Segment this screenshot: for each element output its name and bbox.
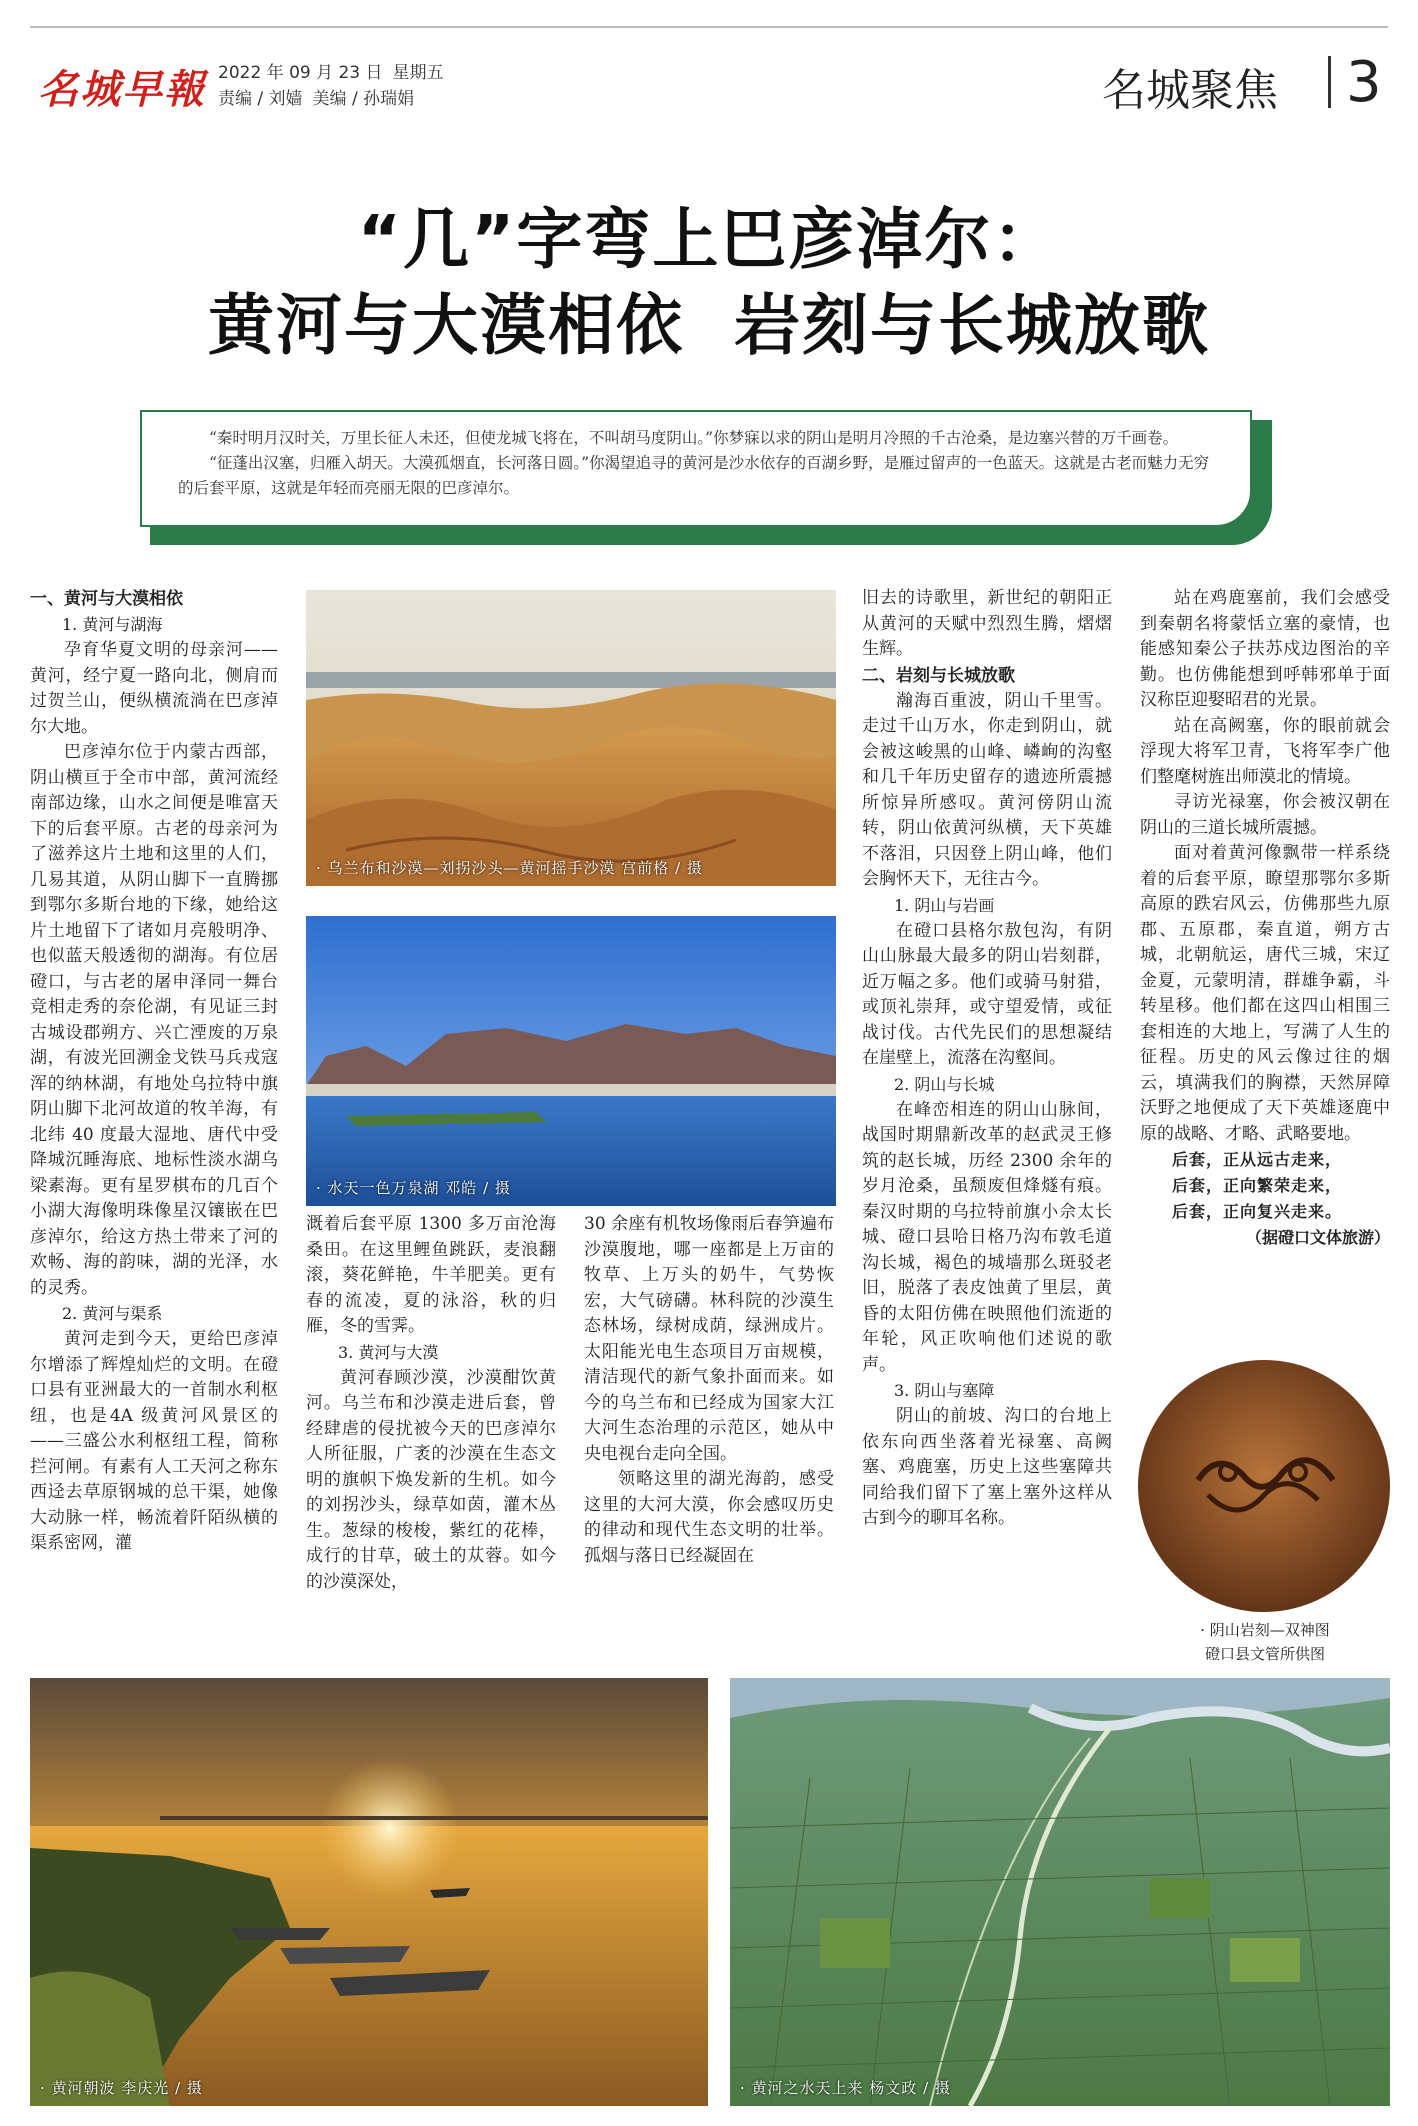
- section-heading: 二、岩刻与长城放歌: [862, 665, 1015, 686]
- verse-line: 后套，正向复兴走来。: [1172, 1202, 1343, 1221]
- editor-credit: 责编 / 刘嫱: [218, 89, 303, 109]
- top-rule: [30, 26, 1388, 28]
- article-column-4: [862, 586, 1112, 1532]
- desert-image: [306, 590, 836, 886]
- lead-box: [140, 410, 1272, 545]
- desert-photo: [306, 590, 836, 886]
- caption-line: 磴口县文管所供图: [1204, 1645, 1325, 1663]
- page-number: 3: [1346, 50, 1382, 115]
- rock-carving-caption: [1140, 1618, 1390, 1666]
- subheading: 2. 黄河与渠系: [62, 1304, 163, 1323]
- article-source-credit: （据磴口文体旅游）: [1245, 1228, 1390, 1247]
- subheading: 3. 黄河与大漠: [338, 1342, 439, 1362]
- sunset-photo: [30, 1678, 708, 2106]
- verse-line: 后套，正向繁荣走来，: [1172, 1176, 1343, 1195]
- article-column-3: [584, 1212, 834, 1569]
- article-column-5: [1140, 586, 1390, 1251]
- subheading: 3. 阴山与塞障: [894, 1381, 995, 1400]
- headline-line-1: “几”字弯上巴彦淖尔：: [357, 201, 1061, 278]
- designer-credit: 美编 / 孙瑞娟: [312, 89, 415, 109]
- photo-caption: · 乌兰布和沙漠—刘拐沙头—黄河摇手沙漠 宫前格 / 摄: [316, 859, 703, 877]
- rock-carving-photo: [1138, 1360, 1390, 1612]
- body-paragraph: 站在高阙塞，你的眼前就会浮现大将军卫青，飞将军李广他们整麾树旌出师漠北的情境。: [1140, 715, 1390, 787]
- body-paragraph: 巴彦淖尔位于内蒙古西部，阴山横亘于全市中部，黄河流经南部边缘，山水之间便是唯富天下的后套平原。古老的母亲河为了滋养这片土地和这里的人们，几易其道，从阴山脚下一直腾挪到鄂尔多斯台地的下缘，她给这片土地留下了诸如月亮般明净、也似蓝天般透彻的湖海。有位居磴口，与古老的屠申泽同一舞台竞相走秀的奈伦湖，有见证三封古城设郡朔方、兴亡湮废的万泉湖，有波光回溯金戈铁马兵戎寇浑的纳林湖，有地处乌拉特中旗阴山脚下北河故道的牧羊海，有北纬 40 度最大湿地、唐代中受降城沉睡海底、地标性淡水湖乌梁素海。更有星罗棋布的几百个小湖大海像明珠像星汉镶嵌在巴彦淖尔，给这方热土带来了河的欢畅、海的韵味，湖的光泽，水的灵秀。: [30, 742, 278, 1298]
- subheading: 1. 阴山与岩画: [894, 895, 995, 915]
- lead-paragraph: “秦时明月汉时关，万里长征人未还，但使龙城飞将在，不叫胡马度阴山。”你梦寐以求的阴山是明月冷照的千古沧桑，是边塞兴替的万千画卷。: [209, 429, 1179, 447]
- aerial-image: [730, 1678, 1390, 2106]
- body-paragraph: 面对着黄河像飘带一样系绕着的后套平原，瞭望那鄂尔多斯高原的跌宕风云，仿佛那些九原郡、五原郡，秦直道，朔方古城，北朝航运，唐代三城，宋辽金夏，元蒙明清，群雄争霸，斗转星移。他们都在这四山相围三套相连的大地上，写满了人生的征程。历史的风云像过往的烟云，填满我们的胸襟，天然屏障沃野之地便成了天下英雄逐鹿中原的战略、才略、武略要地。: [1140, 843, 1390, 1144]
- body-paragraph: 寻访光禄塞，你会被汉朝在阴山的三道长城所震撼。: [1140, 792, 1390, 838]
- body-paragraph: 领略这里的湖光海韵，感受这里的大河大漠，你会感叹历史的律动和现代生态文明的壮举。孤烟与落日已经凝固在: [584, 1469, 834, 1566]
- photo-caption: · 水天一色万泉湖 邓皓 / 摄: [316, 1179, 511, 1197]
- sunset-image: [30, 1678, 708, 2106]
- body-paragraph: 阴山的前坡、沟口的台地上依东向西坐落着光禄塞、高阙塞、鸡鹿塞，历史上这些塞障共同给我们留下了塞上塞外这样从古到今的聊耳名称。: [862, 1406, 1112, 1528]
- lead-paragraph: “征蓬出汉塞，归雁入胡天。大漠孤烟直，长河落日圆。”你渴望追寻的黄河是沙水依存的百湖乡野，是雁过留声的一色蓝天。这就是古老而魅力无穷的后套平原，这就是年轻而亮丽无限的巴彦淖尔。: [178, 454, 1210, 497]
- body-paragraph: 30 余座有机牧场像雨后春笋遍布沙漠腹地，哪一座都是上万亩的牧草、上万头的奶牛，气势恢宏，大气磅礴。林科院的沙漠生态林场，绿树成荫，绿洲成片。太阳能光电生态项目万亩规模，清洁现代的新气象扑面而来。如今的乌兰布和已经成为国家大江大河生态治理的示范区，她从中央电视台走向全国。: [584, 1214, 834, 1464]
- subheading: 1. 黄河与湖海: [62, 615, 163, 634]
- subheading: 2. 阴山与长城: [894, 1074, 995, 1094]
- issue-meta: [218, 60, 454, 112]
- caption-line: · 阴山岩刻—双神图: [1200, 1621, 1330, 1639]
- page-divider: [1328, 56, 1331, 108]
- body-paragraph: 旧去的诗歌里，新世纪的朝阳正从黄河的天赋中烈烈生腾，熠熠生辉。: [862, 588, 1112, 659]
- body-paragraph: 瀚海百重波，阴山千里雪。走过千山万水，你走到阴山，就会被这峻黑的山峰、嶙峋的沟壑和几千年历史留存的遗迹所震撼所惊异所感叹。黄河傍阴山流转，阴山依黄河纵横，天下英雄不落泪，只因登上阴山峰，他们会胸怀天下，无往古今。: [862, 690, 1112, 889]
- body-paragraph: 黄河春顾沙漠，沙漠酣饮黄河。乌兰布和沙漠走进后套，曾经肆虐的侵扰被今天的巴彦淖尔人所征服，广袤的沙漠在生态文明的旗帜下焕发新的生机。如今的刘拐沙头，绿草如茵，灌木丛生。葱绿的梭梭，紫红的花棒，成行的甘草，破土的苁蓉。如今的沙漠深处，: [306, 1367, 556, 1592]
- article-column-1: [30, 586, 278, 1557]
- section-heading: 一、黄河与大漠相依: [30, 589, 183, 609]
- photo-caption: · 黄河之水天上来 杨文政 / 摄: [740, 2079, 951, 2097]
- lake-photo: [306, 916, 836, 1206]
- body-paragraph: 孕育华夏文明的母亲河——黄河，经宁夏一路向北，侧肩而过贺兰山，便纵横流淌在巴彦淖尔大地。: [30, 640, 278, 737]
- article-column-2: [306, 1212, 556, 1595]
- section-title: 名城聚焦: [1102, 65, 1278, 116]
- newspaper-logo: 名城早報: [38, 66, 206, 113]
- body-paragraph: 黄河走到今天，更给巴彦淖尔增添了辉煌灿烂的文明。在磴口县有亚洲最大的一首制水利枢纽，也是4A 级黄河风景区的——三盛公水利枢纽工程，简称拦河闸。有素有人工天河之称东西迳去草原钢城的总干渠，她像大动脉一样，畅流着阡陌纵横的渠系密网，灌: [30, 1329, 278, 1553]
- body-paragraph: 溉着后套平原 1300 多万亩沧海桑田。在这里鲤鱼跳跃，麦浪翻滚，葵花鲜艳，牛羊肥美。更有春的流凌，夏的泳浴，秋的归雁，冬的雪霁。: [306, 1214, 556, 1336]
- lead-box-content: [140, 410, 1252, 527]
- issue-weekday: 星期五: [392, 63, 444, 83]
- photo-caption: · 黄河朝波 李庆光 / 摄: [40, 2079, 203, 2097]
- body-paragraph: 在峰峦相连的阴山山脉间，战国时期鼎新改革的赵武灵王修筑的赵长城，历经 2300 余年的岁月沧桑，虽颓废但烽燧有痕。秦汉时期的乌拉特前旗小佘太长城、磴口县哈日格乃沟布敦毛道沟长城，褐色的城墙那么斑驳老旧，脱落了表皮蚀黄了里层，黄昏的太阳仿佛在映照他们流逝的年轮，风正吹响他们述说的歌声。: [862, 1099, 1112, 1375]
- aerial-photo: [730, 1678, 1390, 2106]
- issue-date: 2022 年 09 月 23 日: [218, 63, 383, 83]
- rock-carving-image: [1138, 1360, 1390, 1612]
- body-paragraph: 在磴口县格尔敖包沟，有阴山山脉最大最多的阴山岩刻群，近万幅之多。他们或骑马射猎，或顶礼崇拜，或守望爱情，或征战讨伐。古代先民们的思想凝结在崖壁上，流落在沟壑间。: [862, 920, 1112, 1068]
- lake-image: [306, 916, 836, 1206]
- headline-line-2: 黄河与大漠相依 岩刻与长城放歌: [208, 287, 1210, 364]
- verse-line: 后套，正从远古走来，: [1172, 1150, 1343, 1169]
- body-paragraph: 站在鸡鹿塞前，我们会感受到秦朝名将蒙恬立塞的豪情，也能感知秦公子扶苏戍边图治的辛勤。也仿佛能想到呼韩邪单于面汉称臣迎娶昭君的光景。: [1140, 588, 1390, 710]
